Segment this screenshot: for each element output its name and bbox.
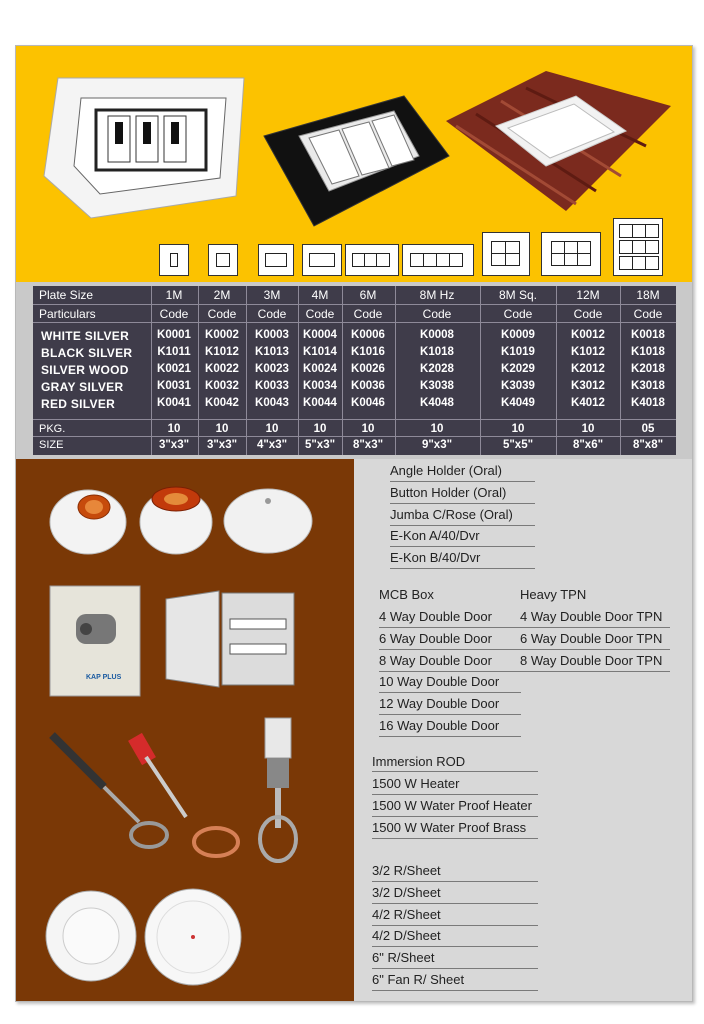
pkg-cell: 10 xyxy=(511,423,525,435)
code-cell: K0043 xyxy=(255,397,289,409)
list-underline xyxy=(520,627,670,628)
list-underline xyxy=(390,546,535,547)
code-cell: K2018 xyxy=(631,363,665,375)
pkg-cell: 10 xyxy=(313,423,327,435)
dimension-cell: 8"x3" xyxy=(352,439,384,451)
code-cell: K0044 xyxy=(303,397,337,409)
code-cell: K1018 xyxy=(420,346,454,358)
size-header-cell: 6M xyxy=(359,288,377,302)
fan-round-sheet-image xyxy=(143,887,243,987)
code-cell: K1016 xyxy=(351,346,385,358)
code-cell: K0034 xyxy=(303,380,337,392)
code-cell: K0023 xyxy=(255,363,289,375)
list-item: Jumba C/Rose (Oral) xyxy=(390,506,513,522)
list-underline xyxy=(372,816,538,817)
dimension-cell: 3"x3" xyxy=(206,439,238,451)
size-6m-icon xyxy=(345,244,399,276)
list-item: 12 Way Double Door xyxy=(379,696,500,712)
price-code-table xyxy=(33,286,676,455)
code-header-cell: Code xyxy=(159,307,189,321)
code-cell: K0008 xyxy=(420,329,454,341)
code-cell: K0009 xyxy=(501,329,535,341)
list-underline xyxy=(372,881,538,882)
row-finish-name: WHITE SILVER xyxy=(41,329,130,343)
list-underline xyxy=(372,903,538,904)
size-8m-hz-icon xyxy=(402,244,474,276)
list-underline xyxy=(520,671,670,672)
ceiling-rose-image xyxy=(221,481,316,556)
dimension-cell: 5"x5" xyxy=(502,439,534,451)
code-cell: K0033 xyxy=(255,380,289,392)
list-item: 3/2 D/Sheet xyxy=(372,884,441,900)
size-8m-sq-icon xyxy=(482,232,530,276)
list-underline xyxy=(390,568,535,569)
dimension-cell: 8"x8" xyxy=(632,439,664,451)
mcb-box-title: MCB Box xyxy=(379,587,434,602)
black-switch-plate-image xyxy=(254,86,454,236)
code-cell: K2028 xyxy=(420,363,454,375)
code-cell: K0022 xyxy=(205,363,239,375)
size-3m-icon xyxy=(258,244,294,276)
list-underline xyxy=(372,990,538,991)
code-cell: K0002 xyxy=(205,329,239,341)
plates-banner xyxy=(16,46,692,282)
list-item: 16 Way Double Door xyxy=(379,718,500,733)
size-header-cell: 4M xyxy=(311,288,329,302)
list-underline xyxy=(520,649,670,650)
list-underline xyxy=(372,925,538,926)
list-item: Angle Holder (Oral) xyxy=(390,463,502,478)
size-header-cell: 1M xyxy=(165,288,183,302)
code-cell: K1019 xyxy=(501,346,535,358)
list-underline xyxy=(379,692,521,693)
list-item: E-Kon B/40/Dvr xyxy=(390,550,481,566)
row-finish-name: RED SILVER xyxy=(41,397,116,411)
size-label: SIZE xyxy=(39,439,64,451)
code-cell: K1014 xyxy=(303,346,337,358)
code-cell: K3039 xyxy=(501,380,535,392)
code-header-cell: Code xyxy=(633,307,663,321)
code-cell: K0032 xyxy=(205,380,239,392)
round-sheet-image xyxy=(44,889,139,984)
list-underline xyxy=(372,946,538,947)
particulars-label: Particulars xyxy=(39,307,96,321)
immersion-rod-waterproof-image xyxy=(126,727,246,862)
size-header-cell: 18M xyxy=(636,288,660,302)
code-cell: K3038 xyxy=(420,380,454,392)
code-cell: K0001 xyxy=(157,329,191,341)
code-header-cell: Code xyxy=(573,307,603,321)
plate-size-label: Plate Size xyxy=(39,288,94,302)
white-switch-plate-image xyxy=(36,66,256,221)
code-cell: K0003 xyxy=(255,329,289,341)
code-cell: K0026 xyxy=(351,363,385,375)
code-header-cell: Code xyxy=(257,307,287,321)
size-4m-icon xyxy=(302,244,342,276)
row-finish-name: SILVER WOOD xyxy=(41,363,129,377)
immersion-rod-brass-image xyxy=(253,714,303,869)
list-underline xyxy=(372,794,538,795)
list-item: 6" Fan R/ Sheet xyxy=(372,972,465,987)
code-header-cell: Code xyxy=(503,307,533,321)
list-item: E-Kon A/40/Dvr xyxy=(390,528,480,544)
list-item: Button Holder (Oral) xyxy=(390,484,507,500)
code-cell: K3012 xyxy=(571,380,605,392)
mcb-box-open-image xyxy=(164,589,299,689)
size-header-cell: 12M xyxy=(576,288,600,302)
list-underline xyxy=(379,736,521,737)
list-item: 10 Way Double Door xyxy=(379,674,500,690)
size-12m-icon xyxy=(541,232,601,276)
dimension-cell: 8"x6" xyxy=(572,439,604,451)
size-18m-icon xyxy=(613,218,663,276)
list-item: 4 Way Double Door xyxy=(379,609,492,624)
size-header-cell: 2M xyxy=(213,288,231,302)
button-holder-image xyxy=(134,477,219,557)
code-cell: K2029 xyxy=(501,363,535,375)
list-item: 3/2 R/Sheet xyxy=(372,863,441,878)
pkg-cell: 10 xyxy=(167,423,181,435)
code-cell: K0018 xyxy=(631,329,665,341)
list-underline xyxy=(390,503,535,504)
pkg-cell: 10 xyxy=(581,423,595,435)
list-item: 1500 W Heater xyxy=(372,776,460,791)
size-header-cell: 8M Hz xyxy=(419,288,455,302)
list-item: 4/2 R/Sheet xyxy=(372,906,441,922)
pkg-label: PKG. xyxy=(39,423,66,435)
size-2m-icon xyxy=(208,244,238,276)
catalog-page xyxy=(15,45,693,1002)
code-header-cell: Code xyxy=(207,307,237,321)
row-finish-name: BLACK SILVER xyxy=(41,346,133,360)
code-cell: K3018 xyxy=(631,380,665,392)
pkg-cell: 10 xyxy=(430,423,444,435)
list-item: 4/2 D/Sheet xyxy=(372,928,441,944)
code-cell: K1012 xyxy=(571,346,605,358)
code-cell: K1011 xyxy=(157,346,191,358)
code-header-cell: Code xyxy=(353,307,383,321)
list-item: 1500 W Water Proof Heater xyxy=(372,797,532,813)
product-lists-panel xyxy=(354,459,692,1001)
list-underline xyxy=(372,968,538,969)
code-header-cell: Code xyxy=(305,307,335,321)
angle-holder-image xyxy=(46,477,131,557)
immersion-rod-title: Immersion ROD xyxy=(372,754,466,769)
code-cell: K4048 xyxy=(420,397,454,409)
code-cell: K0021 xyxy=(157,363,191,375)
code-cell: K1013 xyxy=(255,346,289,358)
list-item: 6" R/Sheet xyxy=(372,950,435,966)
list-underline xyxy=(390,481,535,482)
list-underline xyxy=(379,671,521,672)
code-cell: K0046 xyxy=(351,397,385,409)
row-finish-name: GRAY SILVER xyxy=(41,380,124,394)
product-images-panel xyxy=(16,459,354,1001)
code-cell: K4049 xyxy=(501,397,535,409)
code-cell: K0006 xyxy=(351,329,385,341)
dimension-cell: 3"x3" xyxy=(158,439,190,451)
code-cell: K0024 xyxy=(303,363,337,375)
code-cell: K0041 xyxy=(157,397,191,409)
dimension-cell: 5"x3" xyxy=(304,439,336,451)
heavy-tpn-title: Heavy TPN xyxy=(520,587,587,602)
code-cell: K0042 xyxy=(205,397,239,409)
pkg-cell: 10 xyxy=(215,423,229,435)
code-cell: K1018 xyxy=(631,346,665,358)
pkg-cell: 05 xyxy=(641,423,655,435)
list-item: 1500 W Water Proof Brass xyxy=(372,819,527,835)
list-item: 6 Way Double Door xyxy=(379,630,492,646)
list-underline xyxy=(379,627,521,628)
dimension-cell: 4"x3" xyxy=(256,439,288,451)
pkg-cell: 10 xyxy=(265,423,279,435)
mcb-box-closed-image xyxy=(48,584,143,699)
code-cell: K0004 xyxy=(303,329,337,341)
code-cell: K4018 xyxy=(631,397,665,409)
list-underline xyxy=(379,714,521,715)
list-item: 8 Way Double Door TPN xyxy=(520,652,663,668)
list-underline xyxy=(379,649,521,650)
wood-switch-plate-image xyxy=(446,66,676,216)
dimension-cell: 9"x3" xyxy=(421,439,453,451)
box-logo-text: KAP PLUS xyxy=(86,674,122,681)
code-header-cell: Code xyxy=(422,307,452,321)
size-header-cell: 3M xyxy=(263,288,281,302)
size-1m-icon xyxy=(159,244,189,276)
list-item: 4 Way Double Door TPN xyxy=(520,609,663,624)
code-cell: K0036 xyxy=(351,380,385,392)
list-underline xyxy=(390,525,535,526)
list-item: 8 Way Double Door xyxy=(379,652,492,668)
code-cell: K0012 xyxy=(571,329,605,341)
size-header-cell: 8M Sq. xyxy=(498,288,537,302)
code-cell: K2012 xyxy=(571,363,605,375)
pkg-cell: 10 xyxy=(361,423,375,435)
code-cell: K1012 xyxy=(205,346,239,358)
code-cell: K4012 xyxy=(571,397,605,409)
list-underline xyxy=(372,838,538,839)
list-item: 6 Way Double Door TPN xyxy=(520,630,663,646)
code-cell: K0031 xyxy=(157,380,191,392)
